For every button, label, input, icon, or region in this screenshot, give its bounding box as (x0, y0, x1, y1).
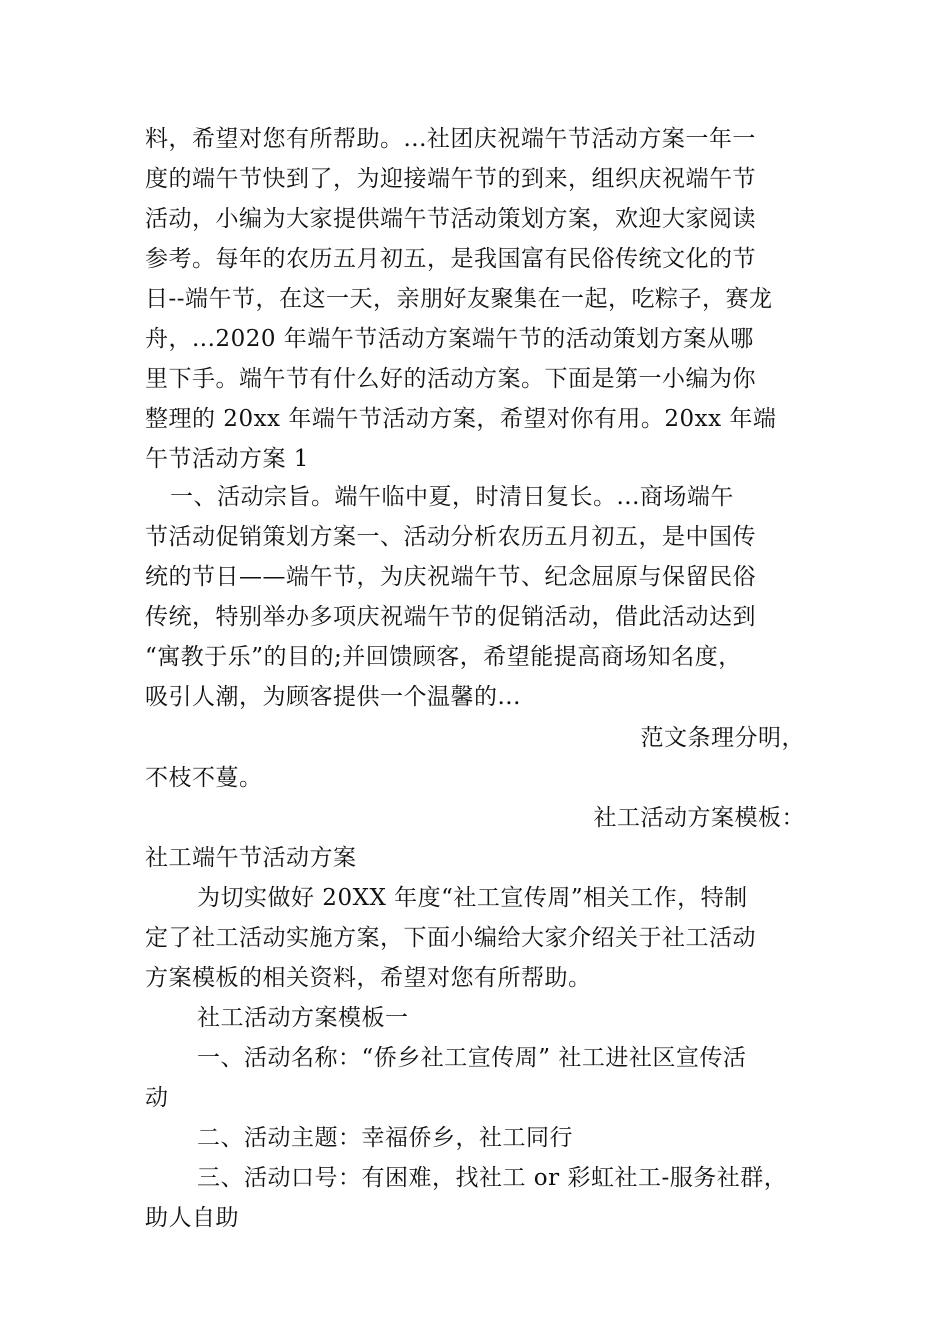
text-line: 整理的 20xx 年端午节活动方案，希望对你有用。20xx 年端 (145, 406, 777, 432)
text-line: 节活动促销策划方案一、活动分析农历五月初五，是中国传 (145, 524, 756, 550)
text-line: 里下手。端午节有什么好的活动方案。下面是第一小编为你 (145, 366, 756, 392)
text-line: 日--端午节，在这一天，亲朋好友聚集在一起，吃粽子，赛龙 (145, 286, 773, 312)
text-line: 方案模板的相关资料，希望对您有所帮助。 (145, 965, 592, 991)
text-line: 一、活动名称：“侨乡社工宣传周” 社工进社区宣传活 (197, 1045, 747, 1071)
text-line: 社工端午节活动方案 (145, 845, 357, 871)
text-line: 活动，小编为大家提供端午节活动策划方案，欢迎大家阅读 (145, 206, 756, 232)
text-line: 动 (145, 1085, 169, 1111)
text-line: 定了社工活动实施方案，下面小编给大家介绍关于社工活动 (145, 925, 756, 951)
text-line: 吸引人潮，为顾客提供一个温馨的... (145, 684, 521, 710)
text-line: “寓教于乐”的目的;并回馈顾客，希望能提高商场知名度， (145, 644, 742, 670)
text-line: 三、活动口号：有困难，找社工 or 彩虹社工-服务社群， (197, 1165, 788, 1191)
text-line: 午节活动方案 1 (145, 446, 309, 472)
text-line: 为切实做好 20XX 年度“社工宣传周”相关工作，特制 (197, 885, 748, 911)
text-line: 参考。每年的农历五月初五，是我国富有民俗传统文化的节 (145, 246, 756, 272)
text-line: 传统，特别举办多项庆祝端午节的促销活动，借此活动达到 (145, 604, 756, 630)
text-line: 不枝不蔓。 (145, 765, 263, 791)
text-line: 二、活动主题：幸福侨乡，社工同行 (197, 1125, 573, 1151)
text-line: 统的节日——端午节，为庆祝端午节、纪念屈原与保留民俗 (145, 564, 756, 590)
text-line: 社工活动方案模板一 (197, 1005, 409, 1031)
text-line: 助人自助 (145, 1205, 239, 1231)
text-line: 社工活动方案模板： (593, 805, 805, 831)
text-line: 度的端午节快到了，为迎接端午节的到来，组织庆祝端午节 (145, 166, 756, 192)
text-line: 料，希望对您有所帮助。...社团庆祝端午节活动方案一年一 (145, 126, 756, 152)
text-line: 舟，...2020 年端午节活动方案端午节的活动策划方案从哪 (145, 326, 754, 352)
text-line: 范文条理分明， (640, 725, 805, 751)
text-line: 一、活动宗旨。端午临中夏，时清日复长。...商场端午 (170, 484, 734, 510)
